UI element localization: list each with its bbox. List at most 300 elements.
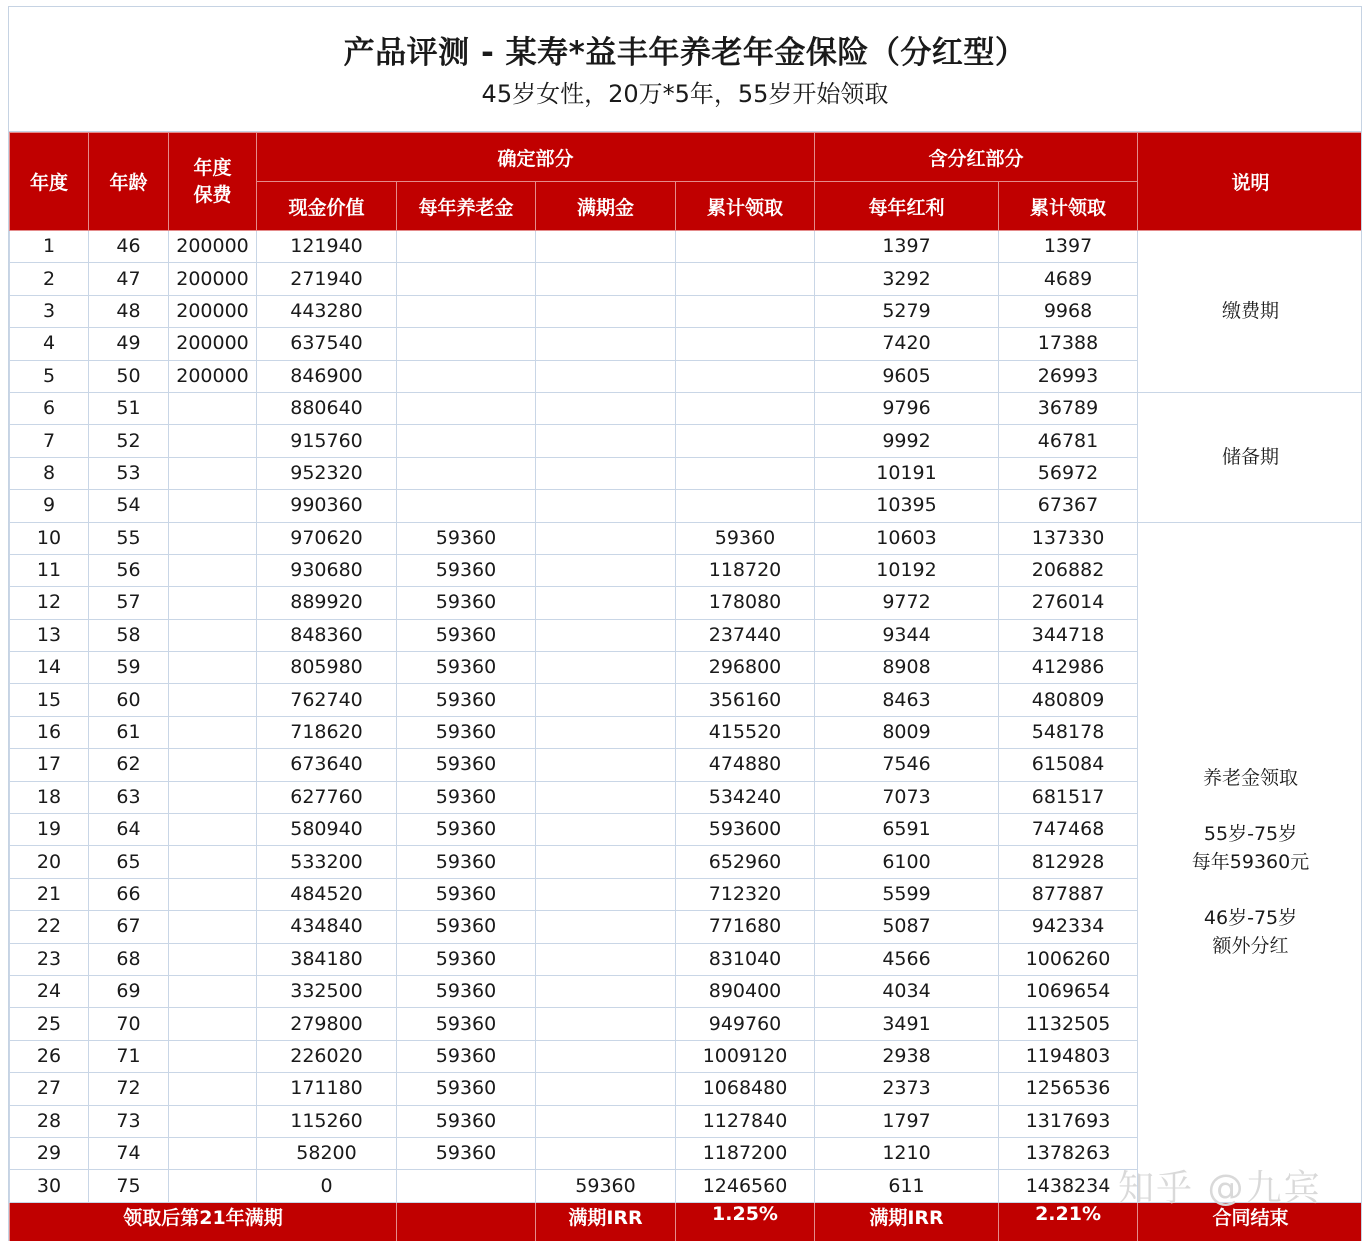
cell-cumulative: 712320 xyxy=(676,878,815,910)
cell-annual-pension xyxy=(397,457,536,489)
cell-premium xyxy=(169,943,257,975)
cell-age: 49 xyxy=(89,328,169,360)
note-payment-period: 缴费期 xyxy=(1138,231,1362,393)
cell-premium xyxy=(169,619,257,651)
cell-premium xyxy=(169,749,257,781)
cell-cash-value: 673640 xyxy=(257,749,397,781)
cell-annual-dividend: 9344 xyxy=(815,619,999,651)
cell-cumulative: 652960 xyxy=(676,846,815,878)
cell-premium xyxy=(169,975,257,1007)
cell-annual-pension: 59360 xyxy=(397,1008,536,1040)
cell-annual-dividend: 4566 xyxy=(815,943,999,975)
cell-cumulative: 356160 xyxy=(676,684,815,716)
cell-maturity xyxy=(536,1073,676,1105)
cell-cumulative xyxy=(676,295,815,327)
cell-cash-value: 627760 xyxy=(257,781,397,813)
cell-cumulative: 771680 xyxy=(676,911,815,943)
cell-cash-value: 762740 xyxy=(257,684,397,716)
cell-maturity xyxy=(536,263,676,295)
cell-cash-value: 580940 xyxy=(257,814,397,846)
cell-cumulative-dividend: 480809 xyxy=(999,684,1138,716)
cell-annual-dividend: 6100 xyxy=(815,846,999,878)
cell-annual-pension xyxy=(397,1170,536,1202)
cell-premium xyxy=(169,652,257,684)
cell-cumulative-dividend: 137330 xyxy=(999,522,1138,554)
cell-cumulative-dividend: 276014 xyxy=(999,587,1138,619)
note-pension-line: 额外分红 xyxy=(1212,935,1289,958)
cell-cumulative-dividend: 26993 xyxy=(999,360,1138,392)
cell-annual-pension xyxy=(397,295,536,327)
cell-premium xyxy=(169,392,257,424)
cell-age: 61 xyxy=(89,716,169,748)
note-pension-line: 55岁-75岁 xyxy=(1203,823,1298,846)
cell-premium xyxy=(169,1008,257,1040)
cell-cash-value: 880640 xyxy=(257,392,397,424)
cell-annual-dividend: 8009 xyxy=(815,716,999,748)
cell-age: 64 xyxy=(89,814,169,846)
cell-annual-pension: 59360 xyxy=(397,781,536,813)
cell-cash-value: 637540 xyxy=(257,328,397,360)
cell-cumulative xyxy=(676,457,815,489)
cell-annual-dividend: 6591 xyxy=(815,814,999,846)
cell-age: 56 xyxy=(89,554,169,586)
cell-cash-value: 846900 xyxy=(257,360,397,392)
cell-cumulative-dividend: 747468 xyxy=(999,814,1138,846)
cell-maturity xyxy=(536,392,676,424)
cell-premium: 200000 xyxy=(169,360,257,392)
footer-irr-label-2: 满期IRR xyxy=(815,1202,999,1241)
note-pension-line xyxy=(1138,876,1362,904)
cell-annual-dividend: 2373 xyxy=(815,1073,999,1105)
cell-maturity xyxy=(536,619,676,651)
cell-year: 8 xyxy=(10,457,89,489)
cell-cumulative xyxy=(676,231,815,263)
cell-annual-pension: 59360 xyxy=(397,749,536,781)
table-row xyxy=(10,392,1363,424)
cell-cumulative-dividend: 681517 xyxy=(999,781,1138,813)
cell-cumulative: 59360 xyxy=(676,522,815,554)
cell-maturity xyxy=(536,1040,676,1072)
cell-annual-dividend: 5279 xyxy=(815,295,999,327)
cell-premium xyxy=(169,457,257,489)
cell-premium xyxy=(169,911,257,943)
table-row xyxy=(10,522,1363,554)
cell-year: 2 xyxy=(10,263,89,295)
footer-irr-value-1: 1.25% xyxy=(676,1202,815,1241)
cell-cumulative-dividend: 942334 xyxy=(999,911,1138,943)
cell-age: 71 xyxy=(89,1040,169,1072)
cell-year: 20 xyxy=(10,846,89,878)
cell-age: 57 xyxy=(89,587,169,619)
cell-year: 21 xyxy=(10,878,89,910)
note-pension-line: 养老金领取 xyxy=(1203,767,1299,790)
cell-year: 27 xyxy=(10,1073,89,1105)
cell-annual-pension xyxy=(397,231,536,263)
table-body xyxy=(10,231,1363,1203)
note-reserve-period: 储备期 xyxy=(1138,392,1362,522)
cell-cumulative xyxy=(676,263,815,295)
header-premium: 年度保费 xyxy=(169,133,257,231)
cell-annual-pension: 59360 xyxy=(397,814,536,846)
cell-annual-pension: 59360 xyxy=(397,878,536,910)
cell-cumulative-dividend: 344718 xyxy=(999,619,1138,651)
cell-annual-pension xyxy=(397,328,536,360)
cell-age: 59 xyxy=(89,652,169,684)
cell-premium xyxy=(169,1137,257,1169)
header-annual-dividend: 每年红利 xyxy=(815,182,999,231)
cell-cumulative: 534240 xyxy=(676,781,815,813)
cell-cash-value: 443280 xyxy=(257,295,397,327)
cell-annual-dividend: 8908 xyxy=(815,652,999,684)
cell-annual-dividend: 7546 xyxy=(815,749,999,781)
cell-maturity xyxy=(536,846,676,878)
cell-cumulative: 949760 xyxy=(676,1008,815,1040)
cell-cumulative xyxy=(676,425,815,457)
footer-irr-value-2: 2.21% xyxy=(999,1202,1138,1241)
cell-maturity xyxy=(536,522,676,554)
cell-cumulative-dividend: 56972 xyxy=(999,457,1138,489)
cell-annual-pension: 59360 xyxy=(397,587,536,619)
cell-year: 3 xyxy=(10,295,89,327)
cell-maturity xyxy=(536,652,676,684)
cell-annual-pension: 59360 xyxy=(397,1073,536,1105)
cell-cash-value: 930680 xyxy=(257,554,397,586)
cell-premium xyxy=(169,1105,257,1137)
cell-annual-dividend: 3491 xyxy=(815,1008,999,1040)
cell-annual-pension: 59360 xyxy=(397,1105,536,1137)
cell-year: 7 xyxy=(10,425,89,457)
header-year: 年度 xyxy=(10,133,89,231)
cell-premium: 200000 xyxy=(169,231,257,263)
cell-maturity: 59360 xyxy=(536,1170,676,1202)
cell-cumulative-dividend: 1438234 xyxy=(999,1170,1138,1202)
cell-year: 28 xyxy=(10,1105,89,1137)
cell-cash-value: 121940 xyxy=(257,231,397,263)
cell-age: 51 xyxy=(89,392,169,424)
cell-premium: 200000 xyxy=(169,328,257,360)
cell-annual-pension: 59360 xyxy=(397,652,536,684)
cell-age: 68 xyxy=(89,943,169,975)
cell-maturity xyxy=(536,684,676,716)
cell-cumulative-dividend: 36789 xyxy=(999,392,1138,424)
cell-cash-value: 805980 xyxy=(257,652,397,684)
cell-cumulative-dividend: 615084 xyxy=(999,749,1138,781)
cell-cumulative: 593600 xyxy=(676,814,815,846)
cell-cash-value: 915760 xyxy=(257,425,397,457)
cell-premium xyxy=(169,1170,257,1202)
cell-cumulative xyxy=(676,328,815,360)
cell-annual-dividend: 9605 xyxy=(815,360,999,392)
cell-cash-value: 58200 xyxy=(257,1137,397,1169)
cell-annual-pension xyxy=(397,490,536,522)
header-guaranteed-group: 确定部分 xyxy=(257,133,815,182)
cell-age: 55 xyxy=(89,522,169,554)
cell-maturity xyxy=(536,1105,676,1137)
header-cash-value: 现金价值 xyxy=(257,182,397,231)
cell-annual-pension: 59360 xyxy=(397,1137,536,1169)
cell-annual-dividend: 10192 xyxy=(815,554,999,586)
cell-annual-dividend: 2938 xyxy=(815,1040,999,1072)
cell-annual-pension: 59360 xyxy=(397,684,536,716)
cell-annual-dividend: 4034 xyxy=(815,975,999,1007)
cell-annual-dividend: 10603 xyxy=(815,522,999,554)
cell-year: 9 xyxy=(10,490,89,522)
cell-annual-pension: 59360 xyxy=(397,975,536,1007)
header-cumulative: 累计领取 xyxy=(676,182,815,231)
cell-maturity xyxy=(536,587,676,619)
footer-end: 合同结束 xyxy=(1138,1202,1362,1241)
cell-cumulative-dividend: 1006260 xyxy=(999,943,1138,975)
cell-year: 29 xyxy=(10,1137,89,1169)
cell-premium xyxy=(169,554,257,586)
cell-year: 23 xyxy=(10,943,89,975)
cell-cash-value: 0 xyxy=(257,1170,397,1202)
cell-maturity xyxy=(536,490,676,522)
cell-premium xyxy=(169,684,257,716)
footer-blank xyxy=(397,1202,536,1241)
cell-year: 30 xyxy=(10,1170,89,1202)
cell-premium xyxy=(169,425,257,457)
cell-maturity xyxy=(536,231,676,263)
cell-maturity xyxy=(536,1137,676,1169)
cell-maturity xyxy=(536,781,676,813)
cell-maturity xyxy=(536,975,676,1007)
cell-age: 48 xyxy=(89,295,169,327)
watermark: 知乎 @九宾 xyxy=(1118,1168,1322,1209)
cell-premium xyxy=(169,878,257,910)
cell-cumulative: 831040 xyxy=(676,943,815,975)
cell-year: 4 xyxy=(10,328,89,360)
cell-cash-value: 279800 xyxy=(257,1008,397,1040)
cell-cash-value: 226020 xyxy=(257,1040,397,1072)
cell-cumulative: 1246560 xyxy=(676,1170,815,1202)
cell-maturity xyxy=(536,360,676,392)
header-cumulative-dividend: 累计领取 xyxy=(999,182,1138,231)
note-pension-line: 46岁-75岁 xyxy=(1203,907,1298,930)
cell-cumulative: 178080 xyxy=(676,587,815,619)
cell-age: 47 xyxy=(89,263,169,295)
cell-year: 15 xyxy=(10,684,89,716)
cell-cash-value: 115260 xyxy=(257,1105,397,1137)
cell-cumulative: 1009120 xyxy=(676,1040,815,1072)
cell-cumulative-dividend: 1378263 xyxy=(999,1137,1138,1169)
cell-annual-dividend: 8463 xyxy=(815,684,999,716)
cell-year: 11 xyxy=(10,554,89,586)
cell-premium xyxy=(169,522,257,554)
cell-annual-dividend: 10191 xyxy=(815,457,999,489)
cell-year: 12 xyxy=(10,587,89,619)
cell-premium xyxy=(169,587,257,619)
note-pension-line xyxy=(1138,792,1362,820)
cell-cash-value: 171180 xyxy=(257,1073,397,1105)
cell-year: 6 xyxy=(10,392,89,424)
cell-cash-value: 384180 xyxy=(257,943,397,975)
cell-age: 58 xyxy=(89,619,169,651)
cell-cash-value: 718620 xyxy=(257,716,397,748)
footer-irr-label-1: 满期IRR xyxy=(536,1202,676,1241)
cell-age: 52 xyxy=(89,425,169,457)
cell-cumulative: 118720 xyxy=(676,554,815,586)
cell-maturity xyxy=(536,1008,676,1040)
cell-age: 54 xyxy=(89,490,169,522)
cell-maturity xyxy=(536,749,676,781)
cell-age: 46 xyxy=(89,231,169,263)
cell-age: 62 xyxy=(89,749,169,781)
cell-maturity xyxy=(536,554,676,586)
cell-age: 73 xyxy=(89,1105,169,1137)
cell-maturity xyxy=(536,328,676,360)
cell-year: 26 xyxy=(10,1040,89,1072)
header-note: 说明 xyxy=(1138,133,1362,231)
cell-year: 5 xyxy=(10,360,89,392)
page-subtitle: 45岁女性，20万*5年，55岁开始领取 xyxy=(481,80,889,108)
cell-age: 60 xyxy=(89,684,169,716)
cell-cumulative-dividend: 877887 xyxy=(999,878,1138,910)
benefit-table xyxy=(9,132,1362,1241)
cell-premium xyxy=(169,846,257,878)
cell-cash-value: 970620 xyxy=(257,522,397,554)
cell-year: 24 xyxy=(10,975,89,1007)
footer-matured: 领取后第21年满期 xyxy=(10,1202,397,1241)
cell-premium xyxy=(169,490,257,522)
header-annual-pension: 每年养老金 xyxy=(397,182,536,231)
cell-cumulative-dividend: 1256536 xyxy=(999,1073,1138,1105)
cell-annual-pension xyxy=(397,425,536,457)
cell-maturity xyxy=(536,814,676,846)
cell-year: 19 xyxy=(10,814,89,846)
cell-cash-value: 434840 xyxy=(257,911,397,943)
cell-annual-pension xyxy=(397,392,536,424)
cell-annual-dividend: 9796 xyxy=(815,392,999,424)
cell-annual-dividend: 10395 xyxy=(815,490,999,522)
cell-cumulative-dividend: 17388 xyxy=(999,328,1138,360)
cell-premium xyxy=(169,814,257,846)
cell-cumulative-dividend: 9968 xyxy=(999,295,1138,327)
cell-year: 10 xyxy=(10,522,89,554)
cell-annual-dividend: 5599 xyxy=(815,878,999,910)
cell-premium xyxy=(169,1040,257,1072)
cell-cumulative-dividend: 412986 xyxy=(999,652,1138,684)
cell-cumulative-dividend: 1317693 xyxy=(999,1105,1138,1137)
cell-cumulative: 474880 xyxy=(676,749,815,781)
cell-cumulative: 890400 xyxy=(676,975,815,1007)
cell-cash-value: 271940 xyxy=(257,263,397,295)
cell-year: 25 xyxy=(10,1008,89,1040)
cell-year: 17 xyxy=(10,749,89,781)
cell-age: 72 xyxy=(89,1073,169,1105)
cell-cumulative: 1187200 xyxy=(676,1137,815,1169)
cell-age: 69 xyxy=(89,975,169,1007)
cell-cumulative: 1068480 xyxy=(676,1073,815,1105)
cell-annual-pension: 59360 xyxy=(397,911,536,943)
table-row xyxy=(10,231,1363,263)
cell-cash-value: 332500 xyxy=(257,975,397,1007)
cell-age: 70 xyxy=(89,1008,169,1040)
cell-cash-value: 533200 xyxy=(257,846,397,878)
cell-age: 74 xyxy=(89,1137,169,1169)
header-age: 年龄 xyxy=(89,133,169,231)
cell-annual-pension: 59360 xyxy=(397,943,536,975)
cell-age: 65 xyxy=(89,846,169,878)
cell-cumulative: 1127840 xyxy=(676,1105,815,1137)
cell-annual-pension: 59360 xyxy=(397,1040,536,1072)
cell-maturity xyxy=(536,295,676,327)
cell-cumulative: 237440 xyxy=(676,619,815,651)
page-title: 产品评测 - 某寿*益丰年养老年金保险（分红型） xyxy=(343,35,1027,71)
cell-annual-pension: 59360 xyxy=(397,554,536,586)
cell-cumulative xyxy=(676,490,815,522)
cell-cash-value: 848360 xyxy=(257,619,397,651)
cell-annual-pension xyxy=(397,360,536,392)
cell-maturity xyxy=(536,911,676,943)
cell-premium: 200000 xyxy=(169,263,257,295)
cell-annual-dividend: 1397 xyxy=(815,231,999,263)
cell-cumulative-dividend: 1069654 xyxy=(999,975,1138,1007)
cell-annual-pension: 59360 xyxy=(397,846,536,878)
cell-maturity xyxy=(536,878,676,910)
cell-year: 14 xyxy=(10,652,89,684)
cell-maturity xyxy=(536,716,676,748)
cell-cash-value: 990360 xyxy=(257,490,397,522)
cell-cumulative-dividend: 548178 xyxy=(999,716,1138,748)
cell-maturity xyxy=(536,943,676,975)
cell-annual-pension: 59360 xyxy=(397,619,536,651)
cell-age: 63 xyxy=(89,781,169,813)
cell-cash-value: 952320 xyxy=(257,457,397,489)
cell-cumulative-dividend: 1397 xyxy=(999,231,1138,263)
cell-cumulative-dividend: 1132505 xyxy=(999,1008,1138,1040)
cell-cumulative-dividend: 206882 xyxy=(999,554,1138,586)
cell-cumulative: 296800 xyxy=(676,652,815,684)
cell-year: 18 xyxy=(10,781,89,813)
spreadsheet-sheet xyxy=(8,6,1362,1241)
header-maturity: 满期金 xyxy=(536,182,676,231)
cell-annual-pension: 59360 xyxy=(397,522,536,554)
cell-annual-dividend: 9992 xyxy=(815,425,999,457)
cell-year: 22 xyxy=(10,911,89,943)
cell-annual-dividend: 7073 xyxy=(815,781,999,813)
cell-annual-dividend: 5087 xyxy=(815,911,999,943)
cell-annual-dividend: 7420 xyxy=(815,328,999,360)
header-dividend-group: 含分红部分 xyxy=(815,133,1138,182)
cell-annual-pension: 59360 xyxy=(397,716,536,748)
note-pension-line: 每年59360元 xyxy=(1191,851,1310,874)
cell-premium xyxy=(169,716,257,748)
cell-age: 66 xyxy=(89,878,169,910)
cell-maturity xyxy=(536,425,676,457)
cell-annual-dividend: 1797 xyxy=(815,1105,999,1137)
cell-age: 50 xyxy=(89,360,169,392)
cell-age: 53 xyxy=(89,457,169,489)
title-area xyxy=(9,7,1361,132)
cell-cumulative-dividend: 46781 xyxy=(999,425,1138,457)
cell-year: 13 xyxy=(10,619,89,651)
cell-premium xyxy=(169,781,257,813)
cell-age: 67 xyxy=(89,911,169,943)
note-pension-period xyxy=(1138,522,1362,1202)
cell-cumulative-dividend: 812928 xyxy=(999,846,1138,878)
cell-cash-value: 484520 xyxy=(257,878,397,910)
cell-maturity xyxy=(536,457,676,489)
cell-annual-dividend: 3292 xyxy=(815,263,999,295)
cell-cumulative-dividend: 4689 xyxy=(999,263,1138,295)
cell-year: 16 xyxy=(10,716,89,748)
cell-cumulative: 415520 xyxy=(676,716,815,748)
cell-annual-pension xyxy=(397,263,536,295)
cell-cash-value: 889920 xyxy=(257,587,397,619)
cell-year: 1 xyxy=(10,231,89,263)
cell-annual-dividend: 9772 xyxy=(815,587,999,619)
